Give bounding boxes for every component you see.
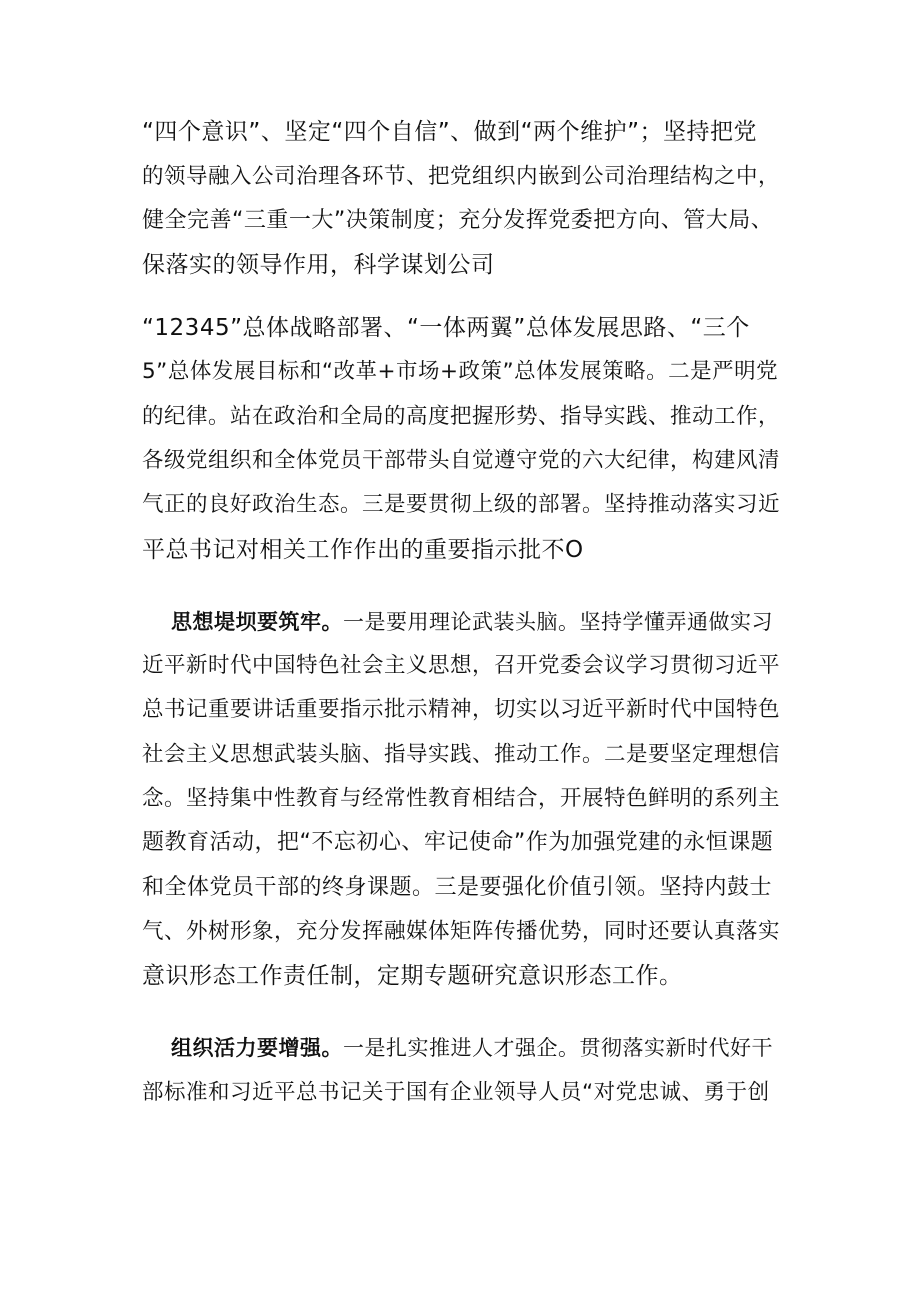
text-line: 和全体党员干部的终身课题。三是要强化价值引领。坚持内鼓士 bbox=[142, 875, 773, 900]
text-run: 一是扎实推进人才强企。贯彻落实新时代好干 bbox=[343, 1036, 773, 1060]
text-line: 题教育活动，把“不忘初心、牢记使命”作为加强党建的永恒课题 bbox=[142, 830, 774, 855]
text-line: 气正的良好政治生态。三是要贯彻上级的部署。坚持推动落实习近 bbox=[142, 492, 781, 517]
text-line: “12345”总体战略部署、“一体两翼”总体发展思路、“三个 bbox=[142, 315, 750, 341]
text-line: 总书记重要讲话重要指示批示精神，切实以习近平新时代中国特色 bbox=[142, 697, 781, 722]
text-line: 保落实的领导作用，科学谋划公司 bbox=[142, 252, 495, 278]
text-line: 各级党组织和全体党员干部带头自觉遵守党的六大纪律，构建风清 bbox=[142, 448, 781, 473]
text-line: 社会主义思想武装头脑、指导实践、推动工作。二是要坚定理想信 bbox=[142, 742, 781, 767]
text-line: 近平新时代中国特色社会主义思想，召开党委会议学习贯彻习近平 bbox=[142, 653, 781, 678]
text-line bbox=[171, 1033, 781, 1063]
text-line: 的纪律。站在政治和全局的高度把握形势、指导实践、推动工作， bbox=[142, 404, 781, 429]
text-line: 念。坚持集中性教育与经常性教育相结合，开展特色鲜明的系列主 bbox=[142, 786, 781, 811]
paragraph-heading: 组织活力要增强。 bbox=[171, 1036, 343, 1060]
text-line: 平总书记对相关工作作出的重要指示批不O bbox=[142, 537, 584, 563]
text-line: 意识形态工作责任制，定期专题研究意识形态工作。 bbox=[142, 963, 683, 989]
text-run: 一是要用理论武装头脑。坚持学懂弄通做实习 bbox=[343, 610, 773, 634]
text-line: 部标准和习近平总书记关于国有企业领导人员“对党忠诚、勇于创 bbox=[142, 1080, 770, 1105]
text-line: 健全完善“三重一大”决策制度；充分发挥党委把方向、管大局、 bbox=[142, 208, 774, 233]
paragraph-heading: 思想堤坝要筑牢。 bbox=[171, 610, 343, 634]
text-line: 的领导融入公司治理各环节、把党组织内嵌到公司治理结构之中， bbox=[142, 164, 781, 189]
text-line bbox=[171, 607, 781, 637]
text-line: 5”总体发展目标和“改革+市场+政策”总体发展策略。二是严明党 bbox=[142, 359, 779, 384]
text-line: “四个意识”、坚定“四个自信”、做到“两个维护”；坚持把党 bbox=[142, 119, 757, 145]
text-line: 气、外树形象，充分发挥融媒体矩阵传播优势，同时还要认真落实 bbox=[142, 919, 781, 944]
